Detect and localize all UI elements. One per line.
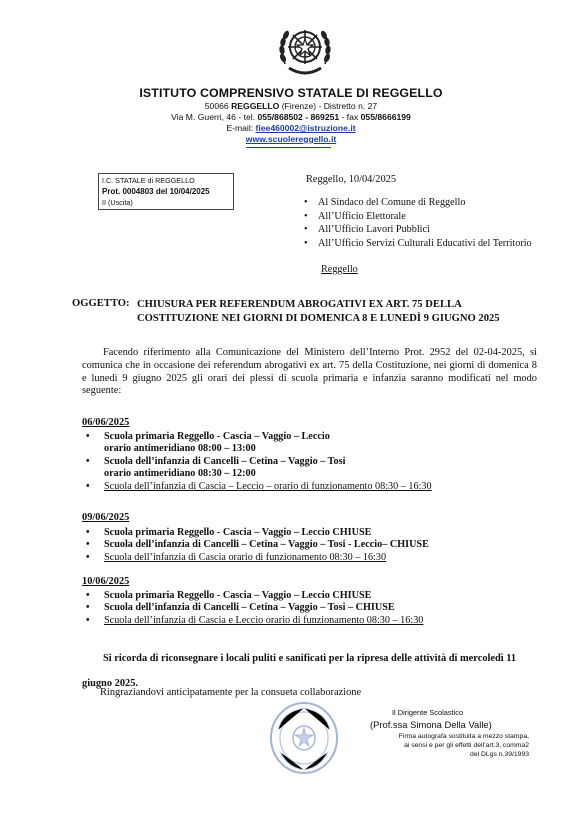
- schedule-date: 09/06/2025: [82, 512, 130, 523]
- signature-note-line: ai sensi e per gli effetti dell’art.3, comma2: [404, 742, 529, 749]
- schedule-item-school: • Scuola dell’infanzia di Cancelli – Cetina – Vaggio – Tosi: [104, 455, 346, 467]
- fax-number: 055/8666199: [360, 112, 411, 122]
- schedule-date: 10/06/2025: [82, 576, 130, 587]
- district-text: (Firenze) - Distretto n. 27: [279, 101, 378, 111]
- schedule-item-school: • Scuola dell’infanzia di Cascia – Leccio – orario di funzionamento 08:30 – 16:30: [104, 480, 432, 492]
- signature-note-line: Firma autografa sostituita a mezzo stampa,: [398, 733, 529, 740]
- street-address: Via M. Guerri, 46 - tel.: [171, 112, 258, 122]
- phone-numbers: 055/868502 - 869251: [257, 112, 340, 122]
- body-paragraph: Facendo riferimento alla Comunicazione del Ministero dell’Interno Prot. 2952 del 02-04-2025, si comunica che in occasione dei referendum abrogativi ex art. 75 della Costituzione, nei giorni di domenica 8 e lunedì 9 giugno 2025 gli orari dei plessi di scuola primaria e infanzia saranno modificati nel modo seguente:: [82, 347, 537, 397]
- email-label: E-mail:: [226, 123, 256, 133]
- header-divider: [246, 147, 331, 148]
- signature-title: Il Dirigente Scolastico: [392, 708, 464, 717]
- schedule-list: [86, 431, 546, 493]
- website-link[interactable]: www.scuolereggello.it: [245, 134, 337, 144]
- signature-name: (Prof.ssa Simona Della Valle): [370, 719, 492, 730]
- schedule-list: [86, 527, 546, 564]
- recipient-item: • All’Ufficio Lavori Pubblici: [304, 223, 554, 237]
- schedule-item: [86, 539, 546, 551]
- schedule-item-hours: orario antimeridiano 08:00 – 13:00: [104, 443, 256, 455]
- italian-republic-emblem: [275, 18, 335, 82]
- schedule-item: [86, 527, 546, 539]
- schedule-item: [86, 602, 546, 614]
- schedule-item-hours: orario antimeridiano 08:30 – 12:00: [104, 468, 256, 480]
- recipient-item: • All’Ufficio Servizi Culturali Educativi del Territorio: [304, 237, 554, 251]
- schedule-item: [86, 456, 546, 481]
- schedule-item: [86, 481, 546, 493]
- recipient-item: • Al Sindaco del Comune di Reggello: [304, 196, 554, 210]
- town-name: REGGELLO: [231, 101, 280, 111]
- schedule-item-school: • Scuola dell’infanzia di Cancelli – Cetina – Vaggio – Tosi – CHIUSE: [104, 602, 395, 614]
- schedule-item: [86, 590, 546, 602]
- schedule-item: [86, 552, 546, 564]
- email-line: [0, 123, 582, 134]
- protocol-box: [98, 173, 234, 210]
- website-line: [0, 134, 582, 145]
- protocol-number: Prot. 0004803 del 10/04/2025: [102, 187, 210, 196]
- address-line: [0, 101, 582, 112]
- school-name: ISTITUTO COMPRENSIVO STATALE DI REGGELLO: [139, 86, 443, 100]
- schedule-date: 06/06/2025: [82, 417, 130, 428]
- protocol-institution: I.C. STATALE di REGGELLO: [102, 176, 195, 185]
- subject-text: CHIUSURA PER REFERENDUM ABROGATIVI EX ART. 75 DELLA COSTITUZIONE NEI GIORNI DI DOMENICA 8 E LUNEDÌ 9 GIUGNO 2025: [137, 299, 500, 324]
- recipient-city: Reggello: [321, 264, 358, 275]
- contact-line: [0, 112, 582, 123]
- postal-code: 50066: [204, 101, 232, 111]
- schedule-item-school: • Scuola dell’infanzia di Cascia e Leccio orario di funzionamento 08:30 – 16:30: [104, 614, 424, 626]
- school-stamp: [268, 700, 340, 776]
- fax-label: - fax: [339, 112, 361, 122]
- schedule-item: [86, 615, 546, 627]
- schedule-item-school: • Scuola primaria Reggello - Cascia – Vaggio – Leccio CHIUSE: [104, 590, 372, 601]
- schedule-item-school: • Scuola primaria Reggello - Cascia – Vaggio – Leccio: [104, 431, 330, 442]
- reminder-paragraph: Si ricorda di riconsegnare i locali puliti e sanificati per la ripresa delle attività di mercoledì 11 giugno 2025.: [82, 653, 517, 689]
- schedule-list: [86, 590, 546, 627]
- schedule-item-school: • Scuola primaria Reggello - Cascia – Vaggio – Leccio CHIUSE: [104, 527, 372, 538]
- signature-note: [364, 732, 529, 759]
- schedule-item-school: • Scuola dell’infanzia di Cancelli – Cetina – Vaggio – Tosi - Leccio– CHIUSE: [104, 539, 429, 551]
- recipient-item: • All’Ufficio Elettorale: [304, 210, 554, 224]
- recipient-list: [304, 196, 554, 250]
- email-link[interactable]: fiee460002@istruzione.it: [255, 123, 356, 133]
- subject-label: OGGETTO:: [72, 298, 130, 309]
- letter-date: Reggello, 10/04/2025: [306, 174, 397, 185]
- thanks-line: Ringraziandovi anticipatamente per la consueta collaborazione: [100, 687, 362, 698]
- protocol-direction: II (Uscita): [102, 198, 133, 207]
- signature-note-line: del DLgs n.39/1993: [470, 751, 529, 758]
- schedule-item: [86, 431, 546, 456]
- schedule-item-school: • Scuola dell’infanzia di Cascia orario di funzionamento 08:30 – 16:30: [104, 551, 387, 563]
